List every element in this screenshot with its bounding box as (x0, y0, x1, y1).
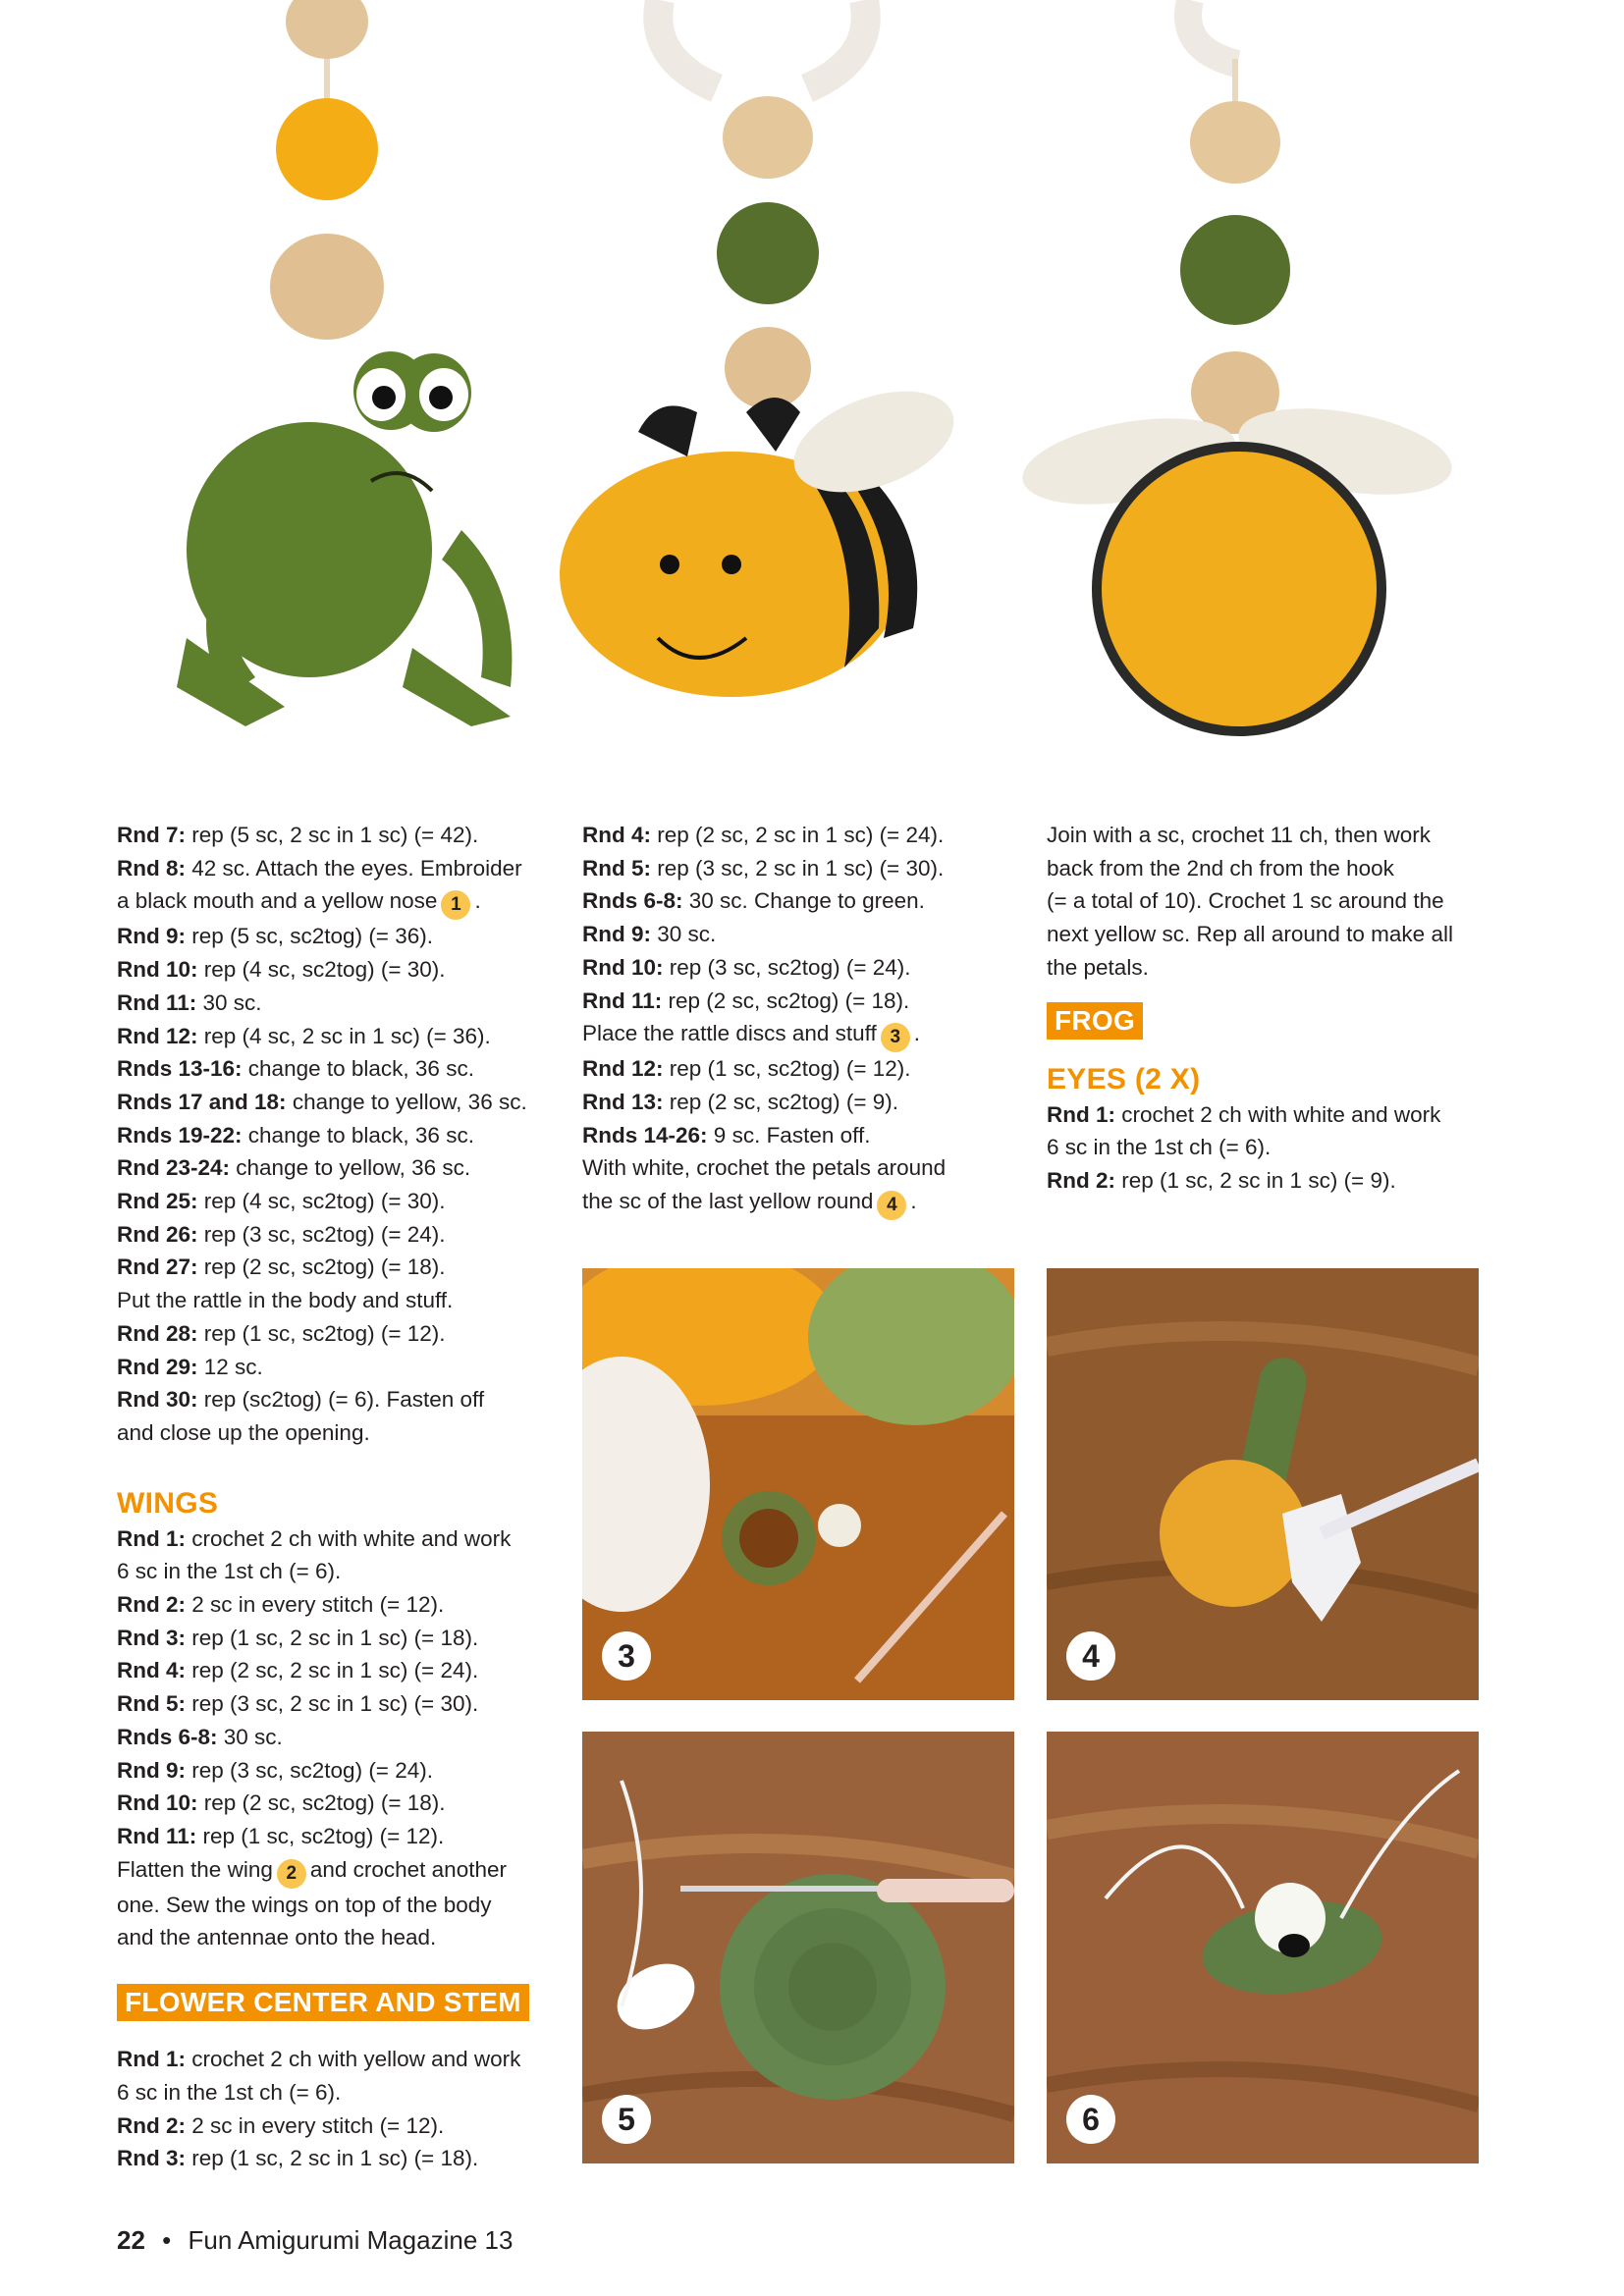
instruction-text: 30 sc. Change to green. (682, 888, 925, 914)
instruction-text: 2 sc in every stitch (= 12). (186, 2112, 445, 2138)
instruction-line (117, 2109, 549, 2143)
instruction-line (1047, 819, 1498, 852)
instruction-text: rep (1 sc, 2 sc in 1 sc) (= 18). (186, 2146, 479, 2171)
round-label: Rnd 29: (117, 1354, 198, 1379)
round-label: Rnd 5: (582, 855, 651, 881)
instruction-line (117, 1351, 549, 1384)
instruction-line (582, 884, 995, 918)
instruction-line (117, 1416, 549, 1450)
round-label: Rnd 13: (582, 1089, 664, 1114)
instruction-line (117, 1185, 549, 1218)
instruction-line (1047, 951, 1498, 985)
petals-instructions (1047, 819, 1498, 985)
instruction-line (117, 987, 549, 1020)
round-label: Rnd 2: (117, 1592, 186, 1618)
column-1 (117, 819, 549, 2175)
instruction-line (582, 1017, 995, 1052)
instruction-text: next yellow sc. Rep all around to make all (1047, 922, 1453, 947)
instruction-text: rep (4 sc, sc2tog) (= 30). (197, 957, 446, 983)
instruction-line (117, 1687, 549, 1721)
instruction-line (582, 1151, 995, 1185)
wings-instructions (117, 1522, 549, 1954)
instruction-line (582, 1185, 995, 1220)
round-label: Rnd 10: (582, 954, 664, 980)
instruction-text: With white, crochet the petals around (582, 1155, 947, 1181)
round-label: Rnd 2: (117, 2112, 186, 2138)
instruction-line (117, 1889, 549, 1922)
instruction-text: rep (sc2tog) (= 6). Fasten off (197, 1387, 485, 1413)
instruction-text: 30 sc. (217, 1724, 283, 1749)
round-label: Rnd 26: (117, 1221, 198, 1247)
instruction-text: rep (1 sc, sc2tog) (= 12). (196, 1823, 445, 1848)
round-label: Rnd 12: (582, 1056, 664, 1082)
round-label: Rnds 14-26: (582, 1122, 708, 1148)
round-label: Rnd 4: (582, 823, 651, 847)
instruction-line (117, 1052, 549, 1086)
instruction-line (117, 1555, 549, 1588)
instruction-text-after: . (913, 1021, 921, 1046)
instruction-text: Put the rattle in the body and stuff. (117, 1288, 454, 1313)
step-number-4: 4 (1066, 1631, 1115, 1681)
bee-toy-image (560, 0, 967, 697)
instruction-line (582, 985, 995, 1018)
instruction-line (582, 852, 995, 885)
instruction-text: rep (1 sc, 2 sc in 1 sc) (= 9). (1115, 1167, 1396, 1193)
step-photo-reference-badge: 2 (277, 1859, 306, 1889)
instruction-line (117, 920, 549, 953)
round-label: Rnd 9: (582, 922, 651, 947)
round-label: Rnd 11: (117, 1823, 197, 1848)
instruction-text: rep (2 sc, sc2tog) (= 18). (197, 1790, 446, 1816)
wings-heading: WINGS (117, 1486, 219, 1520)
instruction-text: back from the 2nd ch from the hook (1047, 855, 1394, 881)
step-photo-4 (1047, 1268, 1479, 1700)
step-photo-reference-badge: 3 (881, 1023, 910, 1052)
instruction-text: rep (2 sc, 2 sc in 1 sc) (= 24). (186, 1658, 479, 1683)
instruction-text: 30 sc. (651, 922, 717, 947)
instruction-text: rep (3 sc, sc2tog) (= 24). (197, 1221, 446, 1247)
instruction-line (117, 852, 549, 885)
instruction-line (117, 1086, 549, 1119)
instruction-text: rep (5 sc, sc2tog) (= 36). (186, 924, 433, 949)
instruction-text: 6 sc in the 1st ch (= 6). (117, 2079, 342, 2105)
magazine-title: Fun Amigurumi Magazine 13 (188, 2225, 514, 2255)
instruction-text: Join with a sc, crochet 11 ch, then work (1047, 823, 1432, 847)
page-number: 22 (117, 2225, 145, 2255)
instruction-text: rep (2 sc, sc2tog) (= 9). (663, 1089, 898, 1114)
flower-toy-image (1016, 0, 1459, 736)
step-number-5: 5 (602, 2095, 651, 2144)
instruction-text: 12 sc. (197, 1354, 263, 1379)
round-label: Rnds 19-22: (117, 1122, 243, 1148)
instruction-text: Place the rattle discs and stuff (582, 1021, 877, 1046)
instruction-text: rep (2 sc, sc2tog) (= 18). (662, 988, 910, 1013)
instruction-text: change to black, 36 sc. (242, 1122, 474, 1148)
round-label: Rnd 5: (117, 1691, 186, 1717)
instruction-text: 6 sc in the 1st ch (= 6). (1047, 1135, 1272, 1160)
instruction-text: 9 sc. Fasten off. (707, 1122, 871, 1148)
instruction-text: rep (3 sc, 2 sc in 1 sc) (= 30). (651, 855, 945, 881)
round-label: Rnd 9: (117, 924, 186, 949)
round-label: Rnd 10: (117, 957, 198, 983)
step-photo-reference-badge: 1 (441, 890, 470, 920)
instruction-text: 2 sc in every stitch (= 12). (186, 1592, 445, 1618)
instruction-line (117, 953, 549, 987)
step-number-6: 6 (1066, 2095, 1115, 2144)
round-label: Rnds 6-8: (117, 1724, 218, 1749)
footer-bullet: • (162, 2225, 172, 2255)
instruction-text: and close up the opening. (117, 1419, 370, 1445)
instruction-text: rep (4 sc, sc2tog) (= 30). (197, 1189, 446, 1214)
instruction-text: rep (3 sc, sc2tog) (= 24). (663, 954, 911, 980)
round-label: Rnd 11: (117, 989, 197, 1015)
flower-center-heading: FLOWER CENTER AND STEM (117, 1984, 529, 2021)
instruction-line (117, 1754, 549, 1788)
round-label: Rnd 10: (117, 1790, 198, 1816)
instruction-text: 42 sc. Attach the eyes. Embroider (186, 855, 522, 881)
round-label: Rnds 6-8: (582, 888, 683, 914)
step-number-3: 3 (602, 1631, 651, 1681)
instruction-line (117, 1787, 549, 1820)
instruction-line (117, 1820, 549, 1853)
round-label: Rnd 9: (117, 1757, 186, 1783)
instruction-line (117, 1522, 549, 1556)
frog-toy-image (177, 0, 512, 726)
instruction-text: one. Sew the wings on top of the body (117, 1892, 492, 1917)
instruction-line (117, 1218, 549, 1252)
instruction-line (117, 1921, 549, 1954)
instruction-text: the sc of the last yellow round (582, 1189, 874, 1214)
instruction-text: and the antennae onto the head. (117, 1925, 437, 1950)
round-label: Rnd 25: (117, 1189, 198, 1214)
round-label: Rnd 7: (117, 823, 186, 847)
instruction-text: rep (5 sc, 2 sc in 1 sc) (= 42). (186, 823, 479, 847)
column-3 (1047, 819, 1498, 1198)
instruction-line (1047, 852, 1498, 885)
instruction-text: rep (3 sc, sc2tog) (= 24). (186, 1757, 433, 1783)
round-label: Rnd 2: (1047, 1167, 1115, 1193)
instruction-line (117, 1622, 549, 1655)
hero-photo (0, 0, 1624, 775)
instruction-line (117, 2076, 549, 2109)
instruction-text: the petals. (1047, 954, 1149, 980)
round-label: Rnd 23-24: (117, 1155, 231, 1181)
instruction-line (117, 2142, 549, 2175)
frog-heading: FROG (1047, 1002, 1143, 1040)
instruction-text: (= a total of 10). Crochet 1 sc around the (1047, 888, 1444, 914)
instruction-text: 6 sc in the 1st ch (= 6). (117, 1559, 342, 1584)
instruction-text: Flatten the wing (117, 1856, 273, 1882)
step-photo-5 (582, 1732, 1014, 2163)
instruction-line (582, 1119, 995, 1152)
instruction-line (117, 1853, 549, 1889)
instruction-text: crochet 2 ch with white and work (186, 1525, 512, 1551)
instruction-line (117, 1020, 549, 1053)
instruction-line (582, 819, 995, 852)
step-photo-6 (1047, 1732, 1479, 2163)
instruction-line (117, 1251, 549, 1284)
instruction-line (117, 1721, 549, 1754)
round-label: Rnds 17 and 18: (117, 1089, 287, 1114)
instruction-text: rep (1 sc, 2 sc in 1 sc) (= 18). (186, 1625, 479, 1650)
instruction-text: a black mouth and a yellow nose (117, 888, 438, 914)
round-label: Rnd 8: (117, 855, 186, 881)
instruction-line (117, 1151, 549, 1185)
step-photo-reference-badge: 4 (877, 1191, 906, 1220)
instruction-text: crochet 2 ch with yellow and work (186, 2047, 521, 2072)
eyes-instructions (1047, 1098, 1498, 1198)
flower-center-instructions (117, 2043, 549, 2175)
page-footer (117, 2222, 513, 2258)
instruction-text-after: . (474, 888, 481, 914)
round-label: Rnd 27: (117, 1255, 198, 1280)
round-label: Rnds 13-16: (117, 1056, 243, 1082)
instruction-line (117, 1654, 549, 1687)
instruction-text: rep (3 sc, 2 sc in 1 sc) (= 30). (186, 1691, 479, 1717)
instruction-line (117, 1119, 549, 1152)
instruction-text: rep (2 sc, sc2tog) (= 18). (197, 1255, 446, 1280)
step-photo-3 (582, 1268, 1014, 1700)
instruction-text: rep (1 sc, sc2tog) (= 12). (197, 1320, 446, 1346)
instruction-text: change to yellow, 36 sc. (286, 1089, 527, 1114)
eyes-heading: EYES (2 X) (1047, 1062, 1201, 1095)
instruction-line (117, 1317, 549, 1351)
instruction-text: change to yellow, 36 sc. (230, 1155, 471, 1181)
instruction-line (117, 884, 549, 920)
instruction-line (582, 951, 995, 985)
instruction-line (1047, 918, 1498, 951)
column-2 (582, 819, 995, 1220)
round-label: Rnd 4: (117, 1658, 186, 1683)
bee-body-instructions (117, 819, 549, 1450)
instruction-line (582, 1086, 995, 1119)
round-label: Rnd 1: (117, 2047, 186, 2072)
instruction-text: rep (2 sc, 2 sc in 1 sc) (= 24). (651, 823, 945, 847)
instruction-line (582, 1052, 995, 1086)
instruction-line (1047, 1131, 1498, 1164)
instruction-text: change to black, 36 sc. (242, 1056, 474, 1082)
instruction-line (117, 1284, 549, 1317)
instruction-text: 30 sc. (196, 989, 262, 1015)
instruction-line (117, 819, 549, 852)
flower-stem-instructions (582, 819, 995, 1220)
round-label: Rnd 3: (117, 2146, 186, 2171)
instruction-text-after: . (910, 1189, 917, 1214)
instruction-text: crochet 2 ch with white and work (1115, 1101, 1441, 1127)
round-label: Rnd 28: (117, 1320, 198, 1346)
round-label: Rnd 11: (582, 988, 663, 1013)
instruction-line (117, 1383, 549, 1416)
instruction-text: rep (4 sc, 2 sc in 1 sc) (= 36). (197, 1023, 491, 1048)
round-label: Rnd 1: (117, 1525, 186, 1551)
instruction-text: rep (1 sc, sc2tog) (= 12). (663, 1056, 911, 1082)
instruction-line (117, 2043, 549, 2076)
round-label: Rnd 30: (117, 1387, 198, 1413)
round-label: Rnd 3: (117, 1625, 186, 1650)
instruction-line (582, 918, 995, 951)
instruction-text-after: and crochet another (309, 1856, 507, 1882)
instruction-line (1047, 1098, 1498, 1132)
instruction-line (1047, 884, 1498, 918)
instruction-line (117, 1588, 549, 1622)
instruction-line (1047, 1164, 1498, 1198)
round-label: Rnd 1: (1047, 1101, 1115, 1127)
round-label: Rnd 12: (117, 1023, 198, 1048)
